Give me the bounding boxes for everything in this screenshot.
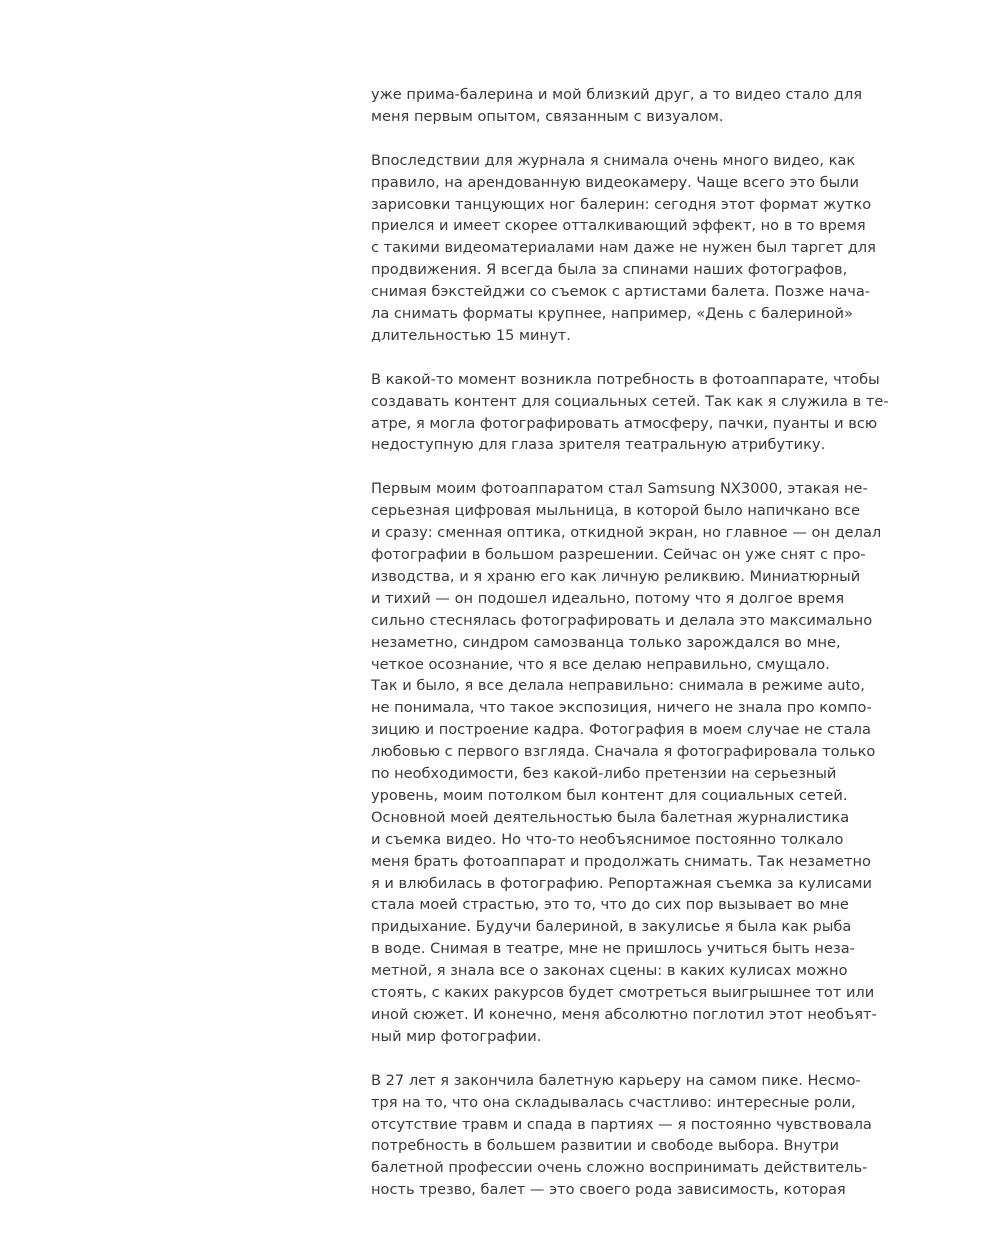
text-line: зарисовки танцующих ног балерин: сегодня этот формат жутко bbox=[371, 195, 872, 213]
text-line: незаметно, синдром самозванца только зарождался во мне, bbox=[371, 633, 841, 651]
text-line: меня брать фотоаппарат и продолжать снимать. Так незаметно bbox=[371, 852, 871, 870]
text-line: тря на то, что она складывалась счастливо: интересные роли, bbox=[371, 1093, 856, 1111]
text-line: и сразу: сменная оптика, откидной экран, но главное — он делал bbox=[371, 524, 882, 542]
paragraph-1 bbox=[371, 84, 871, 128]
text-line: фотографии в большом разрешении. Сейчас он уже снят с про- bbox=[371, 545, 866, 563]
text-line: длительностью 15 минут. bbox=[371, 326, 571, 344]
text-line: меня первым опытом, связанным с визуалом. bbox=[371, 107, 724, 125]
text-line: потребность в большем развитии и свободе выбора. Внутри bbox=[371, 1137, 839, 1155]
text-line: В какой-то момент возникла потребность в фотоаппарате, чтобы bbox=[371, 370, 880, 388]
text-line: иной сюжет. И конечно, меня абсолютно поглотил этот необъят- bbox=[371, 1006, 877, 1024]
text-line: ла снимать форматы крупнее, например, «День с балериной» bbox=[371, 305, 853, 323]
text-line: ность трезво, балет — это своего рода зависимость, которая bbox=[371, 1181, 846, 1199]
paragraph-2 bbox=[371, 150, 876, 347]
body-text-column bbox=[371, 84, 889, 1201]
text-line: правило, на арендованную видеокамеру. Чаще всего это были bbox=[371, 173, 859, 191]
text-line: уровень, моим потолком был контент для социальных сетей. bbox=[371, 786, 848, 804]
text-line: балетной профессии очень сложно воспринимать действитель- bbox=[371, 1159, 868, 1177]
text-line: и съемка видео. Но что-то необъяснимое постоянно толкало bbox=[371, 830, 844, 848]
text-line: метной, я знала все о законах сцены: в каких кулисах можно bbox=[371, 962, 848, 980]
text-line: я и влюбилась в фотографию. Репортажная съемка за кулисами bbox=[371, 874, 873, 892]
text-line: продвижения. Я всегда была за спинами наших фотографов, bbox=[371, 261, 848, 279]
text-line: не понимала, что такое экспозиция, ничего не знала про компо- bbox=[371, 699, 872, 717]
text-line: придыхание. Будучи балериной, в закулисье я была как рыба bbox=[371, 918, 852, 936]
text-line: сильно стеснялась фотографировать и делала это максимально bbox=[371, 611, 873, 629]
text-line: в воде. Снимая в театре, мне не пришлось учиться быть неза- bbox=[371, 940, 855, 958]
text-line: атре, я могла фотографировать атмосферу, пачки, пуанты и всю bbox=[371, 414, 878, 432]
paragraph-3 bbox=[371, 369, 889, 457]
paragraph-5 bbox=[371, 1070, 871, 1201]
text-line: В 27 лет я закончила балетную карьеру на самом пике. Несмо- bbox=[371, 1071, 861, 1089]
text-line: изводства, и я храню его как личную реликвию. Миниатюрный bbox=[371, 567, 861, 585]
text-line: Первым моим фотоаппаратом стал Samsung NX3000, этакая не- bbox=[371, 480, 868, 498]
text-line: недоступную для глаза зрителя театральную атрибутику. bbox=[371, 436, 826, 454]
text-line: Так и было, я все делала неправильно: снимала в режиме auto, bbox=[371, 677, 865, 695]
text-line: четкое осознание, что я все делаю неправильно, смущало. bbox=[371, 655, 830, 673]
text-line: с такими видеоматериалами нам даже не нужен был таргет для bbox=[371, 239, 876, 257]
text-line: снимая бэкстейджи со съемок с артистами балета. Позже нача- bbox=[371, 283, 871, 301]
text-line: любовью с первого взгляда. Сначала я фотографировала только bbox=[371, 743, 876, 761]
text-line: ный мир фотографии. bbox=[371, 1027, 542, 1045]
text-line: создавать контент для социальных сетей. Так как я служила в те- bbox=[371, 392, 889, 410]
text-line: уже прима-балерина и мой близкий друг, а то видео стало для bbox=[371, 86, 863, 103]
text-line: серьезная цифровая мыльница, в которой было напичкано все bbox=[371, 502, 860, 520]
paragraph-4 bbox=[371, 478, 882, 1048]
text-line: зицию и построение кадра. Фотография в моем случае не стала bbox=[371, 721, 871, 739]
text-line: и тихий — он подошел идеально, потому что я долгое время bbox=[371, 589, 845, 607]
text-line: приелся и имеет скорее отталкивающий эффект, но в то время bbox=[371, 217, 866, 235]
text-line: отсутствие травм и спада в партиях — я постоянно чувствовала bbox=[371, 1115, 872, 1133]
text-line: стала моей страстью, это то, что до сих пор вызывает во мне bbox=[371, 896, 849, 914]
text-line: Основной моей деятельностью была балетная журналистика bbox=[371, 808, 850, 826]
text-line: Впоследствии для журнала я снимала очень много видео, как bbox=[371, 151, 856, 169]
text-line: по необходимости, без какой-либо претензии на серьезный bbox=[371, 765, 837, 783]
text-line: стоять, с каких ракурсов будет смотреться выигрышнее тот или bbox=[371, 984, 875, 1002]
